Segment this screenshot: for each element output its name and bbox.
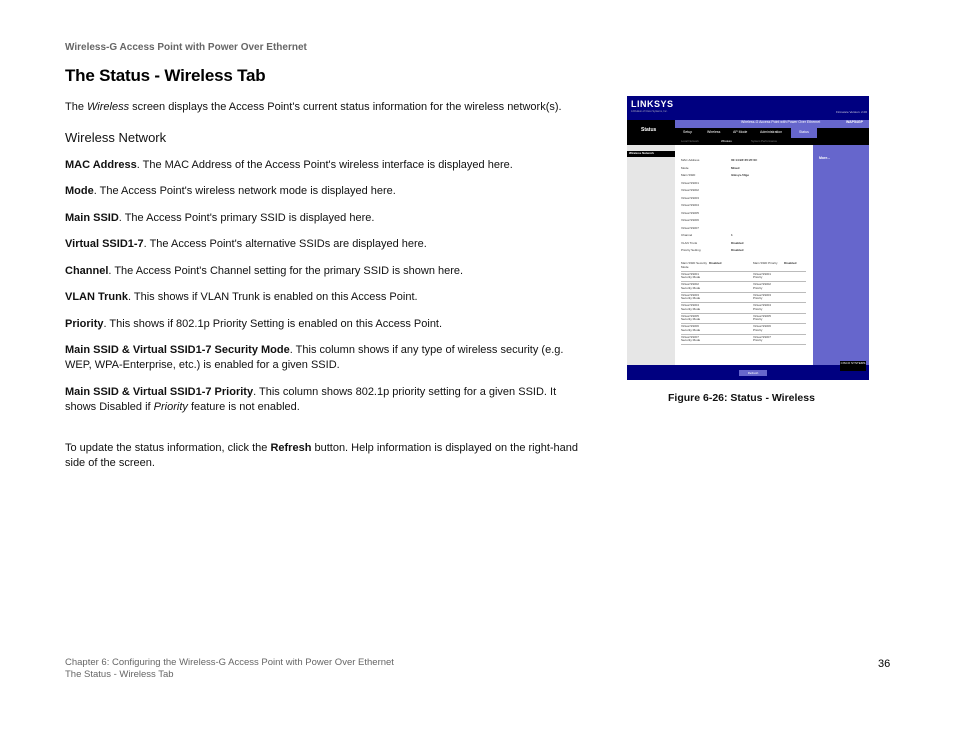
security-row-left: Virtual SSID2 Security Mode	[681, 282, 701, 290]
status-row-value: linksys-50ge	[731, 173, 750, 177]
security-row-right-val: Disabled	[784, 261, 797, 265]
status-row-label: Priority Setting	[681, 248, 701, 252]
status-row-label: Virtual SSID5	[681, 210, 699, 215]
help-more-link[interactable]: More...	[819, 156, 831, 160]
status-row-label: Virtual SSID2	[681, 188, 699, 192]
definition-virtual-ssid	[65, 237, 590, 252]
logo-subtitle: A Division of Cisco Systems, Inc.	[631, 110, 668, 113]
section-subheading: Wireless Network	[65, 130, 167, 145]
subtab-local-network[interactable]: Local Network	[681, 139, 699, 143]
status-row-label: VLAN Trunk	[681, 240, 698, 245]
security-row-right: Virtual SSID4 Priority	[753, 303, 771, 311]
subtab-system-performance[interactable]: System Performance	[751, 139, 778, 143]
tab-administration[interactable]: Administration	[760, 130, 783, 134]
security-row-left: Virtual SSID5 Security Mode	[681, 313, 701, 322]
status-row-value-wrap	[731, 233, 733, 237]
refresh-suffix: button. Help information is displayed on the right-hand side of the screen.	[65, 442, 579, 469]
definition-ssid-priority	[65, 385, 590, 415]
security-row-left: Virtual SSID4 Security Mode	[681, 303, 701, 311]
row-divider	[681, 344, 806, 345]
status-row-value-wrap	[731, 248, 744, 252]
desc: . This column shows 802.1p priority setting for a given SSID. It shows Disabled if	[65, 386, 557, 413]
term: Mode	[65, 185, 94, 197]
desc-italic: Priority	[153, 401, 188, 413]
status-row-label: Virtual SSID3	[681, 195, 699, 200]
status-row-label: Channel	[681, 233, 693, 237]
tab-wireless[interactable]: Wireless	[707, 130, 721, 134]
status-row-value-wrap	[731, 158, 757, 162]
intro-italic: Wireless	[87, 101, 130, 113]
refresh-bold: Refresh	[270, 442, 312, 454]
desc: . The Access Point's alternative SSIDs are displayed here.	[143, 238, 427, 250]
security-row-right: Main SSID Priority	[753, 261, 778, 265]
security-row-right: Virtual SSID2 Priority	[753, 282, 771, 290]
cisco-logo: CISCO SYSTEMS	[840, 361, 866, 371]
desc: . The MAC Address of the Access Point's wireless interface is displayed here.	[136, 159, 513, 171]
definition-channel	[65, 264, 590, 279]
row-divider	[681, 313, 806, 314]
row-divider	[681, 323, 806, 324]
wireless-network-label: Wireless Network	[627, 151, 675, 157]
desc: . The Access Point's wireless network mode is displayed here.	[93, 185, 396, 197]
row-divider	[681, 292, 806, 293]
security-row-right: Virtual SSID6 Priority	[753, 324, 771, 332]
term: Channel	[65, 265, 109, 277]
intro-paragraph	[65, 101, 585, 113]
subtab-wireless[interactable]: Wireless	[721, 139, 732, 143]
status-row-value-wrap	[731, 241, 744, 245]
term: Main SSID & Virtual SSID1-7 Security Mode	[65, 344, 290, 356]
security-row-left: Virtual SSID6 Security Mode	[681, 324, 701, 332]
row-divider	[681, 334, 806, 335]
row-divider	[681, 281, 806, 282]
intro-suffix: screen displays the Access Point's current status information for the wireless network(s).	[129, 101, 562, 113]
definition-main-ssid	[65, 211, 590, 226]
term: VLAN Trunk	[65, 291, 128, 303]
desc: . This shows if VLAN Trunk is enabled on this Access Point.	[127, 291, 418, 303]
term: Main SSID & Virtual SSID1-7 Priority	[65, 386, 254, 398]
status-row-value-wrap	[731, 166, 740, 170]
security-row-left: Virtual SSID1 Security Mode	[681, 271, 701, 280]
intro-prefix: The	[65, 101, 88, 113]
term: Virtual SSID1-7	[65, 238, 144, 250]
status-row-value: Disabled	[731, 248, 744, 252]
status-row-label: Virtual SSID7	[681, 225, 699, 230]
refresh-paragraph	[65, 441, 590, 471]
refresh-prefix: To update the status information, click the	[65, 442, 271, 454]
page-title: The Status - Wireless Tab	[65, 66, 266, 85]
desc: . This shows if 802.1p Priority Setting is enabled on this Access Point.	[103, 318, 443, 330]
left-column	[627, 145, 675, 365]
definition-mac-address	[65, 158, 590, 173]
status-row-value: Disabled	[731, 240, 744, 245]
refresh-button[interactable]: Refresh	[739, 370, 767, 376]
status-row-label: MAC Address	[681, 158, 700, 162]
footer-chapter: Chapter 6: Configuring the Wireless-G Access Point with Power Over Ethernet	[65, 657, 394, 668]
figure-caption: Figure 6-26: Status - Wireless	[668, 392, 815, 404]
model-number: WAP54GP	[846, 120, 863, 124]
security-row-left: Virtual SSID7 Security Mode	[681, 334, 701, 343]
definition-mode	[65, 184, 590, 199]
definition-priority	[65, 317, 590, 332]
status-row-value: 00:14:BF:35:2F:0C	[731, 158, 758, 162]
tab-ap-mode[interactable]: AP Mode	[733, 130, 748, 134]
definition-vlan-trunk	[65, 290, 590, 305]
tab-status[interactable]: Status	[799, 130, 809, 134]
security-row-right: Virtual SSID1 Priority	[753, 271, 771, 280]
desc-tail: feature is not enabled.	[187, 401, 300, 413]
row-divider	[681, 302, 806, 303]
status-row-label: Mode	[681, 165, 689, 170]
security-row-left: Virtual SSID3 Security Mode	[681, 292, 701, 301]
definition-security-mode	[65, 343, 590, 373]
status-row-label: Virtual SSID4	[681, 203, 699, 207]
security-row-left-val: Disabled	[709, 261, 722, 265]
security-row-right: Virtual SSID7 Priority	[753, 334, 771, 343]
desc: . The Access Point's primary SSID is displayed here.	[118, 212, 375, 224]
status-row-label: Virtual SSID6	[681, 218, 699, 222]
tab-setup[interactable]: Setup	[683, 130, 693, 134]
section-label: Status	[641, 127, 657, 133]
status-wireless-screenshot	[627, 96, 869, 380]
security-row-right: Virtual SSID3 Priority	[753, 292, 771, 301]
firmware-version: Firmware Version: 2.00	[836, 110, 867, 114]
row-divider	[681, 271, 806, 272]
status-row-value: 1	[731, 233, 733, 237]
security-row-right: Virtual SSID5 Priority	[753, 313, 771, 322]
footer-section: The Status - Wireless Tab	[65, 669, 174, 680]
security-row-left: Main SSID Security Mode	[681, 261, 708, 269]
product-name: Wireless-G Access Point with Power Over Ethernet	[741, 120, 821, 124]
status-row-label: Main SSID	[681, 173, 696, 177]
linksys-logo: LINKSYS	[631, 99, 674, 109]
status-row-value: Mixed	[731, 165, 740, 170]
term: Priority	[65, 318, 104, 330]
term: MAC Address	[65, 159, 137, 171]
running-header: Wireless-G Access Point with Power Over Ethernet	[65, 42, 307, 53]
term: Main SSID	[65, 212, 119, 224]
status-row-label: Virtual SSID1	[681, 180, 699, 185]
desc: . The Access Point's Channel setting for the primary SSID is shown here.	[108, 265, 464, 277]
status-row-value-wrap	[731, 173, 749, 177]
page-number: 36	[878, 658, 891, 670]
desc: . This column shows if any type of wireless security (e.g. WEP, WPA-Enterprise, etc.) is enabled for a given SSID.	[65, 344, 564, 371]
